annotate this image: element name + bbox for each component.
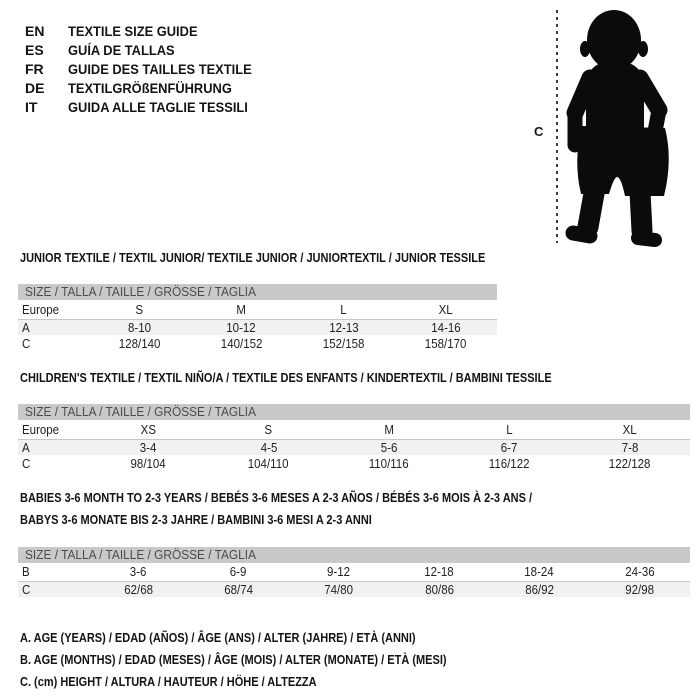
language-title — [68, 23, 209, 39]
language-title-text: GUIDE DES TAILLES TEXTILE — [68, 60, 252, 77]
size-value-cell — [188, 565, 288, 579]
row-label — [18, 457, 88, 471]
row-label — [18, 303, 88, 317]
legend-note-a — [20, 627, 505, 649]
size-value-cell — [395, 337, 497, 351]
table-row-b — [18, 563, 690, 581]
legend-note-text: C. (cm) HEIGHT / ALTURA / HAUTEUR / HÖHE / ALTEZZA — [20, 675, 317, 689]
size-value-cell — [88, 337, 190, 351]
table-row-europe — [18, 300, 497, 319]
table-row-c — [18, 455, 690, 473]
row-label-text: A — [22, 320, 30, 335]
size-value-cell — [395, 321, 497, 335]
table-row-a — [18, 319, 497, 335]
size-value-text: 62/68 — [123, 582, 153, 597]
size-value-text: 4-5 — [260, 440, 277, 455]
size-value-text: 12-13 — [328, 320, 359, 335]
size-value-text: 140/152 — [220, 337, 263, 351]
size-value-cell — [570, 423, 690, 437]
row-label-text: B — [22, 565, 30, 579]
size-value-text: 116/122 — [489, 457, 530, 471]
size-value-cell — [208, 457, 328, 471]
size-value-text: 158/170 — [425, 337, 467, 351]
size-header-bar — [18, 284, 497, 300]
language-row — [25, 40, 268, 59]
toddler-silhouette-icon — [562, 8, 688, 248]
size-value-cell — [570, 457, 690, 471]
size-value-text: L — [506, 422, 513, 437]
size-value-cell — [190, 303, 292, 317]
language-row — [25, 21, 268, 40]
legend-note-b — [20, 649, 505, 671]
children-textile-table — [18, 371, 690, 473]
table-title-text: CHILDREN'S TEXTILE / TEXTIL NIÑO/A / TEXTILE DES ENFANTS / KINDERTEXTIL / BAMBINI TESSILE — [20, 371, 552, 385]
size-value-cell — [293, 321, 395, 335]
size-value-cell — [389, 565, 489, 579]
size-value-text: 18-24 — [524, 565, 555, 579]
height-measure-dashed-line — [556, 10, 558, 243]
row-label-text: Europe — [22, 302, 60, 317]
babies-table-title — [18, 487, 690, 531]
row-label — [18, 565, 88, 579]
table-title-text: JUNIOR TEXTILE / TEXTIL JUNIOR/ TEXTILE JUNIOR / JUNIORTEXTIL / JUNIOR TESSILE — [20, 251, 486, 265]
size-value-text: 10-12 — [226, 320, 257, 335]
size-value-text: 68/74 — [224, 582, 253, 597]
language-row — [25, 98, 268, 117]
size-value-cell — [88, 565, 188, 579]
table-row-c — [18, 335, 497, 353]
size-value-cell — [389, 583, 489, 597]
children-table-title — [18, 371, 690, 385]
size-value-cell — [329, 423, 449, 437]
size-value-text: 7-8 — [621, 440, 639, 455]
language-code: EN — [25, 22, 45, 39]
language-title — [68, 61, 268, 77]
table-row-europe — [18, 420, 690, 439]
size-value-text: 98/104 — [130, 457, 166, 471]
row-label — [18, 583, 88, 597]
size-value-text: S — [264, 422, 273, 437]
table-title-line — [18, 371, 690, 385]
junior-textile-table — [18, 251, 497, 353]
size-value-cell — [88, 457, 208, 471]
size-value-cell — [88, 583, 188, 597]
size-header-text: SIZE / TALLA / TAILLE / GRÖSSE / TAGLIA — [25, 548, 256, 562]
size-value-text: 9-12 — [327, 565, 351, 579]
size-value-text: 122/128 — [609, 457, 651, 471]
junior-table-title — [18, 251, 497, 265]
size-value-text: 6-7 — [501, 440, 518, 455]
table-row-a — [18, 439, 690, 455]
size-value-cell — [489, 583, 589, 597]
row-label-text: C — [22, 337, 31, 351]
row-label-text: A — [22, 440, 30, 455]
size-value-text: M — [384, 422, 394, 437]
size-value-text: 74/80 — [324, 582, 354, 597]
language-row — [25, 59, 268, 78]
size-value-text: 92/98 — [625, 582, 655, 597]
size-value-cell — [293, 303, 395, 317]
size-header-bar — [18, 404, 690, 420]
row-label — [18, 337, 88, 351]
size-value-cell — [449, 441, 569, 455]
size-value-cell — [293, 337, 395, 351]
size-value-text: 128/140 — [118, 337, 160, 351]
row-label — [18, 423, 88, 437]
size-header-text: SIZE / TALLA / TAILLE / GRÖSSE / TAGLIA — [25, 285, 256, 299]
legend-note-text: A. AGE (YEARS) / EDAD (AÑOS) / ÂGE (ANS) / ALTER (JAHRE) / ETÀ (ANNI) — [20, 631, 416, 645]
size-value-text: 3-4 — [139, 440, 157, 455]
size-header-bar — [18, 547, 690, 563]
children-table-rows — [18, 420, 690, 473]
table-title-line — [18, 509, 690, 531]
babies-table-rows — [18, 563, 690, 597]
size-value-cell — [88, 303, 190, 317]
size-value-cell — [570, 441, 690, 455]
junior-table-rows — [18, 300, 497, 353]
language-title-list — [25, 21, 268, 117]
size-value-text: 8-10 — [127, 320, 151, 335]
row-label-text: C — [22, 457, 31, 471]
table-row-c — [18, 581, 690, 597]
language-title — [68, 42, 184, 58]
language-code: FR — [25, 60, 44, 77]
size-value-cell — [289, 565, 389, 579]
legend-note-c — [20, 671, 505, 693]
size-value-cell — [489, 565, 589, 579]
language-title-text: TEXTILGRÖßENFÜHRUNG — [68, 80, 232, 97]
legend-notes — [20, 627, 505, 693]
size-value-cell — [190, 321, 292, 335]
size-value-text: 12-18 — [424, 565, 454, 579]
size-value-text: 3-6 — [129, 565, 147, 579]
language-title-text: GUIDA ALLE TAGLIE TESSILI — [68, 99, 248, 116]
table-title-text: BABYS 3-6 MONATE BIS 2-3 JAHRE / BAMBINI 3-6 MESI A 2-3 ANNI — [20, 513, 372, 527]
size-value-text: S — [135, 302, 143, 317]
size-value-text: 152/158 — [322, 337, 365, 351]
language-code: ES — [25, 41, 44, 58]
size-value-text: 5-6 — [380, 440, 398, 455]
size-value-cell — [590, 583, 690, 597]
size-value-cell — [208, 441, 328, 455]
size-header-text: SIZE / TALLA / TAILLE / GRÖSSE / TAGLIA — [25, 405, 256, 419]
size-value-cell — [449, 423, 569, 437]
size-value-cell — [329, 441, 449, 455]
babies-textile-table — [18, 487, 690, 597]
language-code: DE — [25, 80, 45, 97]
table-title-line — [18, 487, 690, 509]
row-label — [18, 441, 88, 455]
language-title — [68, 80, 246, 96]
size-value-text: 110/116 — [369, 457, 409, 471]
size-value-text: 6-9 — [230, 565, 247, 579]
size-value-cell — [190, 337, 292, 351]
table-title-text: BABIES 3-6 MONTH TO 2-3 YEARS / BEBÉS 3-6 MESES A 2-3 AÑOS / BÉBÉS 3-6 MOIS À 2-3 ANS / — [20, 491, 533, 505]
size-value-text: 86/92 — [525, 582, 554, 597]
size-value-text: L — [340, 302, 347, 317]
language-title-text: GUÍA DE TALLAS — [68, 41, 175, 58]
size-value-text: 104/110 — [248, 457, 289, 471]
size-value-cell — [208, 423, 328, 437]
language-title-text: TEXTILE SIZE GUIDE — [68, 22, 198, 39]
size-value-cell — [88, 321, 190, 335]
size-value-cell — [188, 583, 288, 597]
height-measure-label: C — [534, 124, 544, 139]
size-value-cell — [88, 441, 208, 455]
size-value-text: XL — [622, 422, 637, 437]
row-label-text: C — [22, 582, 31, 597]
size-value-cell — [88, 423, 208, 437]
language-code: IT — [25, 99, 38, 116]
size-value-cell — [329, 457, 449, 471]
size-value-text: XS — [140, 422, 156, 437]
size-value-text: 14-16 — [431, 320, 461, 335]
size-value-text: 24-36 — [625, 565, 655, 579]
size-value-text: XL — [438, 302, 453, 317]
size-value-cell — [449, 457, 569, 471]
size-value-cell — [590, 565, 690, 579]
legend-note-text: B. AGE (MONTHS) / EDAD (MESES) / ÂGE (MOIS) / ALTER (MONATE) / ETÀ (MESI) — [20, 653, 447, 667]
language-row — [25, 79, 268, 98]
row-label — [18, 321, 88, 335]
row-label-text: Europe — [22, 422, 60, 437]
size-value-text: M — [236, 302, 247, 317]
language-title — [68, 99, 263, 115]
size-value-text: 80/86 — [424, 582, 454, 597]
table-title-line — [18, 251, 497, 265]
size-value-cell — [289, 583, 389, 597]
size-value-cell — [395, 303, 497, 317]
